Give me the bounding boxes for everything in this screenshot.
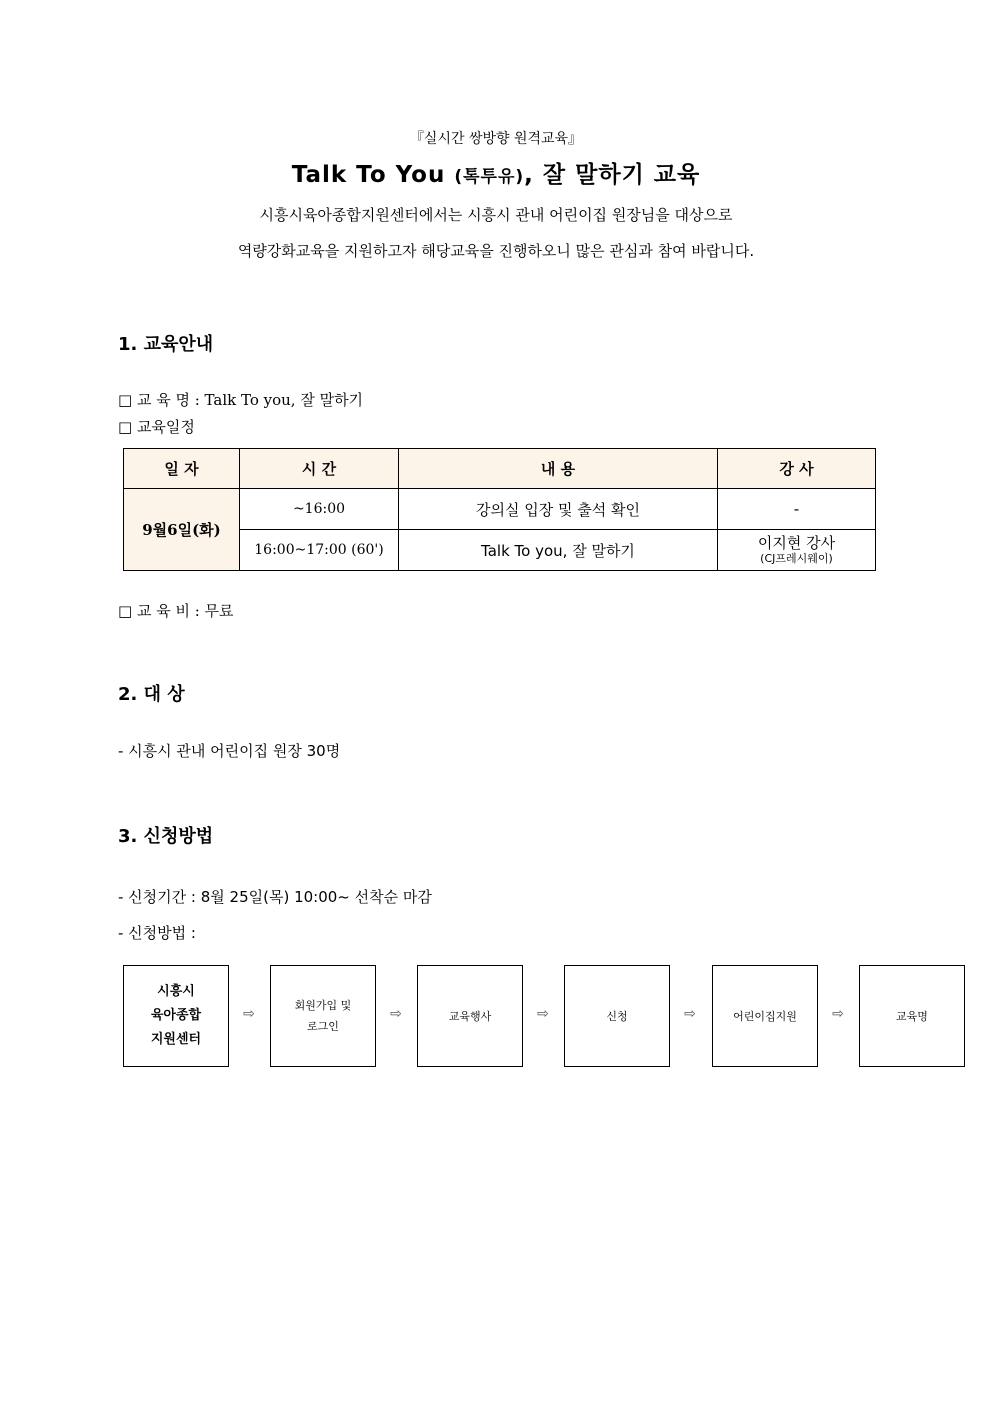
table-header-row (124, 449, 876, 489)
content-cell: 강의실 입장 및 출석 확인 (399, 489, 718, 530)
flow-arrow-icon: ⇨ (832, 1006, 844, 1022)
flow-step-label: 회원가입 및 로그인 (294, 999, 352, 1033)
flow-step-center (123, 965, 229, 1067)
flow-step-events (417, 965, 523, 1067)
edu-name-line: □ 교 육 명 : Talk To you, 잘 말하기 (118, 391, 364, 409)
flow-step-label: 교육행사 (448, 1009, 492, 1023)
section-2-heading: 2. 대 상 (118, 684, 185, 705)
flow-step-login (270, 965, 376, 1067)
flow-step-label: 시흥시 육아종합 지원센터 (150, 984, 202, 1047)
flow-arrow-icon: ⇨ (243, 1006, 255, 1022)
lecturer-cell (718, 530, 876, 571)
header-time: 시 간 (240, 449, 399, 489)
flow-step-daycare-support (712, 965, 818, 1067)
target-line: - 시흥시 관내 어린이집 원장 30명 (118, 742, 341, 760)
section-1-heading: 1. 교육안내 (118, 334, 214, 355)
method-line: - 신청방법 : (118, 924, 196, 942)
edu-schedule-line: □ 교육일정 (118, 418, 195, 436)
title-main: Talk To You (291, 162, 455, 188)
time-cell: 16:00~17:00 (60') (240, 530, 399, 571)
flow-arrow-icon: ⇨ (684, 1006, 696, 1022)
flow-step-apply (564, 965, 670, 1067)
edu-fee-line: □ 교 육 비 : 무료 (118, 602, 234, 620)
period-line: - 신청기간 : 8월 25일(목) 10:00~ 선착순 마감 (118, 888, 432, 906)
table-row (124, 489, 876, 530)
flow-arrow-icon: ⇨ (537, 1006, 549, 1022)
flow-step-label: 신청 (606, 1009, 628, 1023)
header-content: 내 용 (399, 449, 718, 489)
title-paren: (톡투유) (454, 167, 525, 187)
lecturer-org: (CJ프레시웨이) (760, 552, 833, 565)
lecturer-cell: - (718, 489, 876, 530)
content-cell: Talk To you, 잘 말하기 (399, 530, 718, 571)
flow-step-course-name (859, 965, 965, 1067)
flow-step-label: 교육명 (896, 1009, 928, 1023)
section-3-heading: 3. 신청방법 (118, 826, 214, 847)
schedule-table (123, 448, 876, 571)
document-subtitle: 『실시간 쌍방향 원격교육』 (409, 131, 583, 147)
time-cell: ~16:00 (240, 489, 399, 530)
intro-line-2: 역량강화교육을 지원하고자 해당교육을 진행하오니 많은 관심과 참여 바랍니다. (237, 242, 755, 260)
header-lecturer: 강 사 (718, 449, 876, 489)
flow-arrow-icon: ⇨ (390, 1006, 402, 1022)
flow-step-label: 어린이집지원 (733, 1009, 797, 1023)
date-cell: 9월6일(화) (124, 489, 240, 571)
lecturer-name: 이지현 강사 (757, 534, 836, 552)
header-date: 일 자 (124, 449, 240, 489)
intro-line-1: 시흥시육아종합지원센터에서는 시흥시 관내 어린이집 원장님을 대상으로 (259, 206, 733, 224)
document-title (0, 156, 992, 189)
title-rest: , 잘 말하기 교육 (524, 162, 701, 188)
